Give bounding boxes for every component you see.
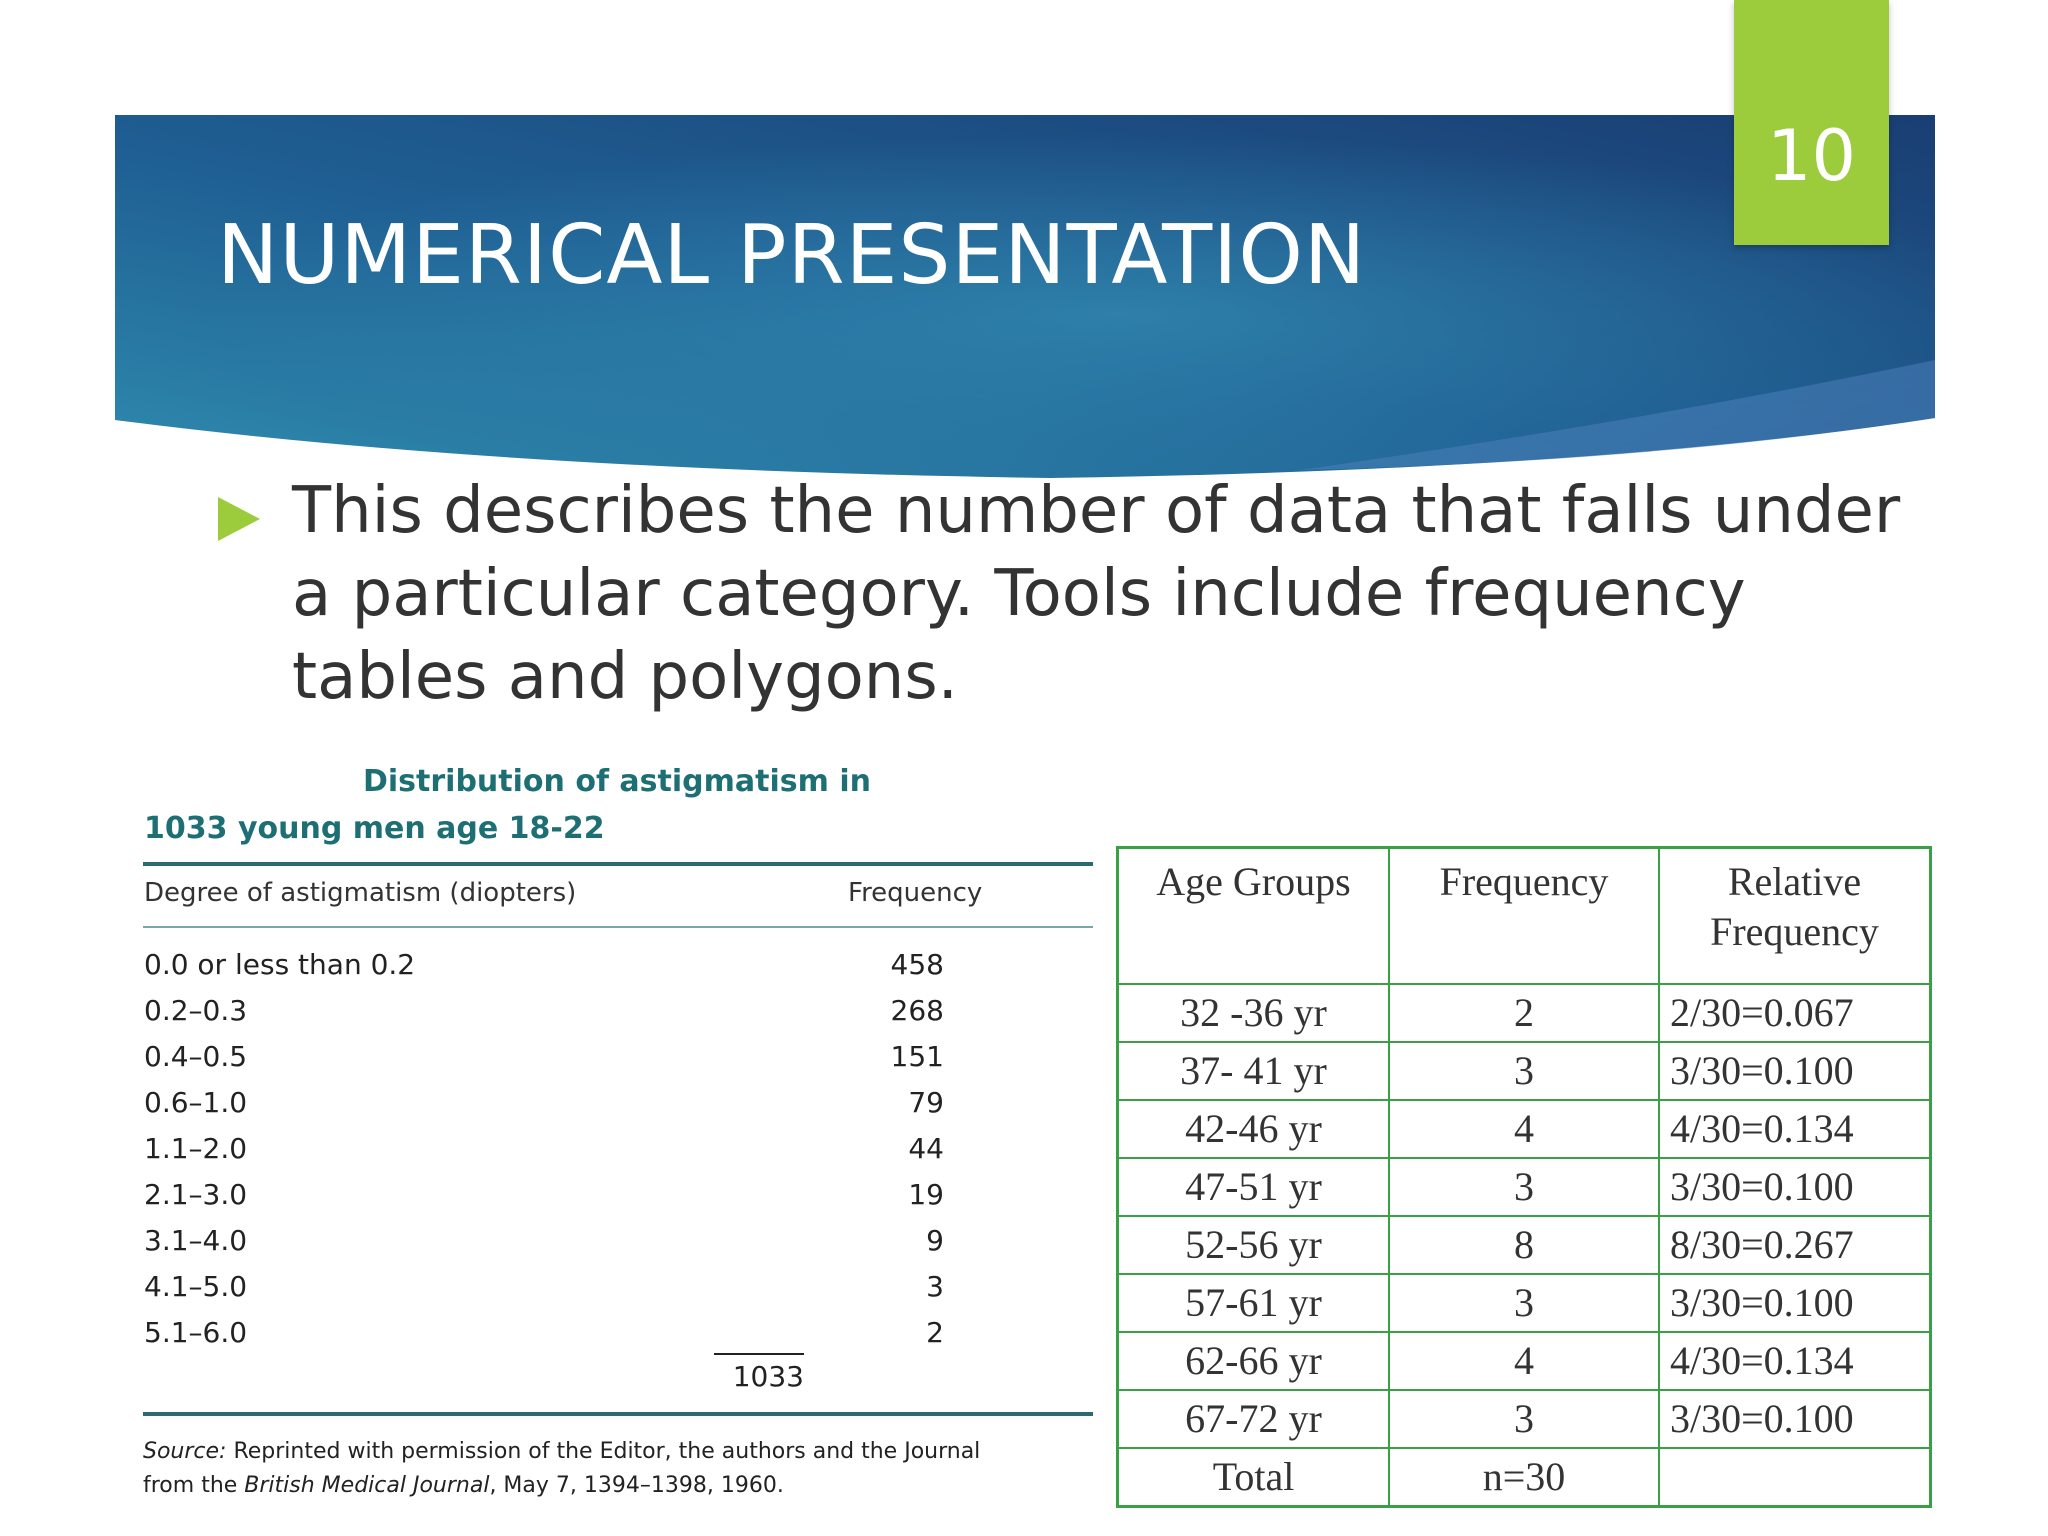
slide-number-tab [1734, 0, 1889, 245]
degree-cell: 0.2–0.3 [144, 994, 248, 1027]
relative-frequency-cell: 4/30=0.134 [1659, 1100, 1931, 1158]
slide-number: 10 [1766, 115, 1857, 197]
total-underline [714, 1353, 804, 1355]
table-row [1118, 1158, 1931, 1216]
total-cell: 1033 [732, 1360, 804, 1393]
table-row [1118, 1332, 1931, 1390]
degree-cell: 2.1–3.0 [144, 1178, 248, 1211]
table-row [1118, 1100, 1931, 1158]
degree-cell: 3.1–4.0 [144, 1224, 248, 1257]
total-label-cell: Total [1118, 1448, 1390, 1507]
column-header-degree: Degree of astigmatism (diopters) [144, 878, 577, 908]
frequency-cell: 3 [1389, 1158, 1659, 1216]
empty-cell [1659, 1448, 1931, 1507]
degree-cell: 0.6–1.0 [144, 1086, 248, 1119]
frequency-cell: 9 [926, 1224, 944, 1257]
frequency-cell: 2 [1389, 984, 1659, 1042]
frequency-cell: 44 [908, 1132, 944, 1165]
bullet-arrow-icon [218, 497, 260, 541]
slide-title: NUMERICAL PRESENTATION [217, 208, 1367, 303]
total-value-cell: n=30 [1389, 1448, 1659, 1507]
age-cell: 37- 41 yr [1118, 1042, 1390, 1100]
figure-title [140, 758, 1095, 852]
figure-title-line-2: 1033 young men age 18-22 [144, 811, 605, 846]
frequency-cell: 4 [1389, 1100, 1659, 1158]
table-header-row [1118, 848, 1931, 985]
header-relative-frequency [1659, 848, 1931, 985]
header-rule [143, 926, 1093, 928]
relative-frequency-cell: 4/30=0.134 [1659, 1332, 1931, 1390]
age-cell: 32 -36 yr [1118, 984, 1390, 1042]
table-row [1118, 1216, 1931, 1274]
age-frequency-table [1116, 846, 1932, 1508]
header-relative-line-2: Frequency [1710, 909, 1879, 954]
header-frequency: Frequency [1389, 848, 1659, 985]
table-row [144, 1078, 944, 1124]
age-cell: 42-46 yr [1118, 1100, 1390, 1158]
degree-cell: 0.4–0.5 [144, 1040, 248, 1073]
table-row [1118, 1390, 1931, 1448]
frequency-cell: 3 [1389, 1042, 1659, 1100]
frequency-cell: 2 [926, 1316, 944, 1349]
degree-cell: 4.1–5.0 [144, 1270, 248, 1303]
age-cell: 67-72 yr [1118, 1390, 1390, 1448]
table-row [1118, 1274, 1931, 1332]
astigmatism-figure [140, 740, 1095, 1510]
table-row [144, 1262, 944, 1308]
frequency-cell: 151 [890, 1040, 944, 1073]
column-header-frequency: Frequency [848, 878, 983, 908]
relative-frequency-cell: 2/30=0.067 [1659, 984, 1931, 1042]
source-text-2b: , May 7, 1394–1398, 1960. [489, 1473, 784, 1498]
table-row [144, 940, 944, 986]
relative-frequency-cell: 3/30=0.100 [1659, 1274, 1931, 1332]
frequency-cell: 3 [1389, 1390, 1659, 1448]
age-cell: 62-66 yr [1118, 1332, 1390, 1390]
relative-frequency-cell: 3/30=0.100 [1659, 1042, 1931, 1100]
header-relative-line-1: Relative [1727, 859, 1862, 904]
frequency-cell: 8 [1389, 1216, 1659, 1274]
relative-frequency-cell: 8/30=0.267 [1659, 1216, 1931, 1274]
source-note [143, 1435, 1093, 1503]
source-text-1: Reprinted with permission of the Editor, the authors and the Journal [226, 1439, 981, 1464]
frequency-cell: 3 [926, 1270, 944, 1303]
source-journal: British Medical Journal [244, 1473, 490, 1498]
table-row [144, 1170, 944, 1216]
age-cell: 47-51 yr [1118, 1158, 1390, 1216]
frequency-cell: 268 [890, 994, 944, 1027]
table-row [144, 1032, 944, 1078]
source-label: Source: [143, 1439, 227, 1464]
table-row [144, 1216, 944, 1262]
table-row [144, 986, 944, 1032]
table-total-row [1118, 1448, 1931, 1507]
degree-cell: 1.1–2.0 [144, 1132, 248, 1165]
frequency-cell: 4 [1389, 1332, 1659, 1390]
header-age-groups: Age Groups [1118, 848, 1390, 985]
age-cell: 57-61 yr [1118, 1274, 1390, 1332]
relative-frequency-cell: 3/30=0.100 [1659, 1390, 1931, 1448]
bullet-text: This describes the number of data that falls under a particular category. Tools include frequency tables and polygons. [292, 474, 1901, 714]
table-row [144, 1308, 944, 1354]
age-cell: 52-56 yr [1118, 1216, 1390, 1274]
table-bottom-rule [143, 1412, 1093, 1416]
degree-cell: 5.1–6.0 [144, 1316, 248, 1349]
table-row [1118, 984, 1931, 1042]
relative-frequency-cell: 3/30=0.100 [1659, 1158, 1931, 1216]
frequency-cell: 19 [908, 1178, 944, 1211]
table-row [144, 1124, 944, 1170]
frequency-cell: 79 [908, 1086, 944, 1119]
table-row [1118, 1042, 1931, 1100]
source-text-2a: from the [143, 1473, 245, 1498]
degree-cell: 0.0 or less than 0.2 [144, 948, 416, 981]
frequency-cell: 3 [1389, 1274, 1659, 1332]
figure-title-line-1: Distribution of astigmatism in [363, 764, 871, 799]
table-top-rule [143, 862, 1093, 866]
frequency-cell: 458 [890, 948, 944, 981]
